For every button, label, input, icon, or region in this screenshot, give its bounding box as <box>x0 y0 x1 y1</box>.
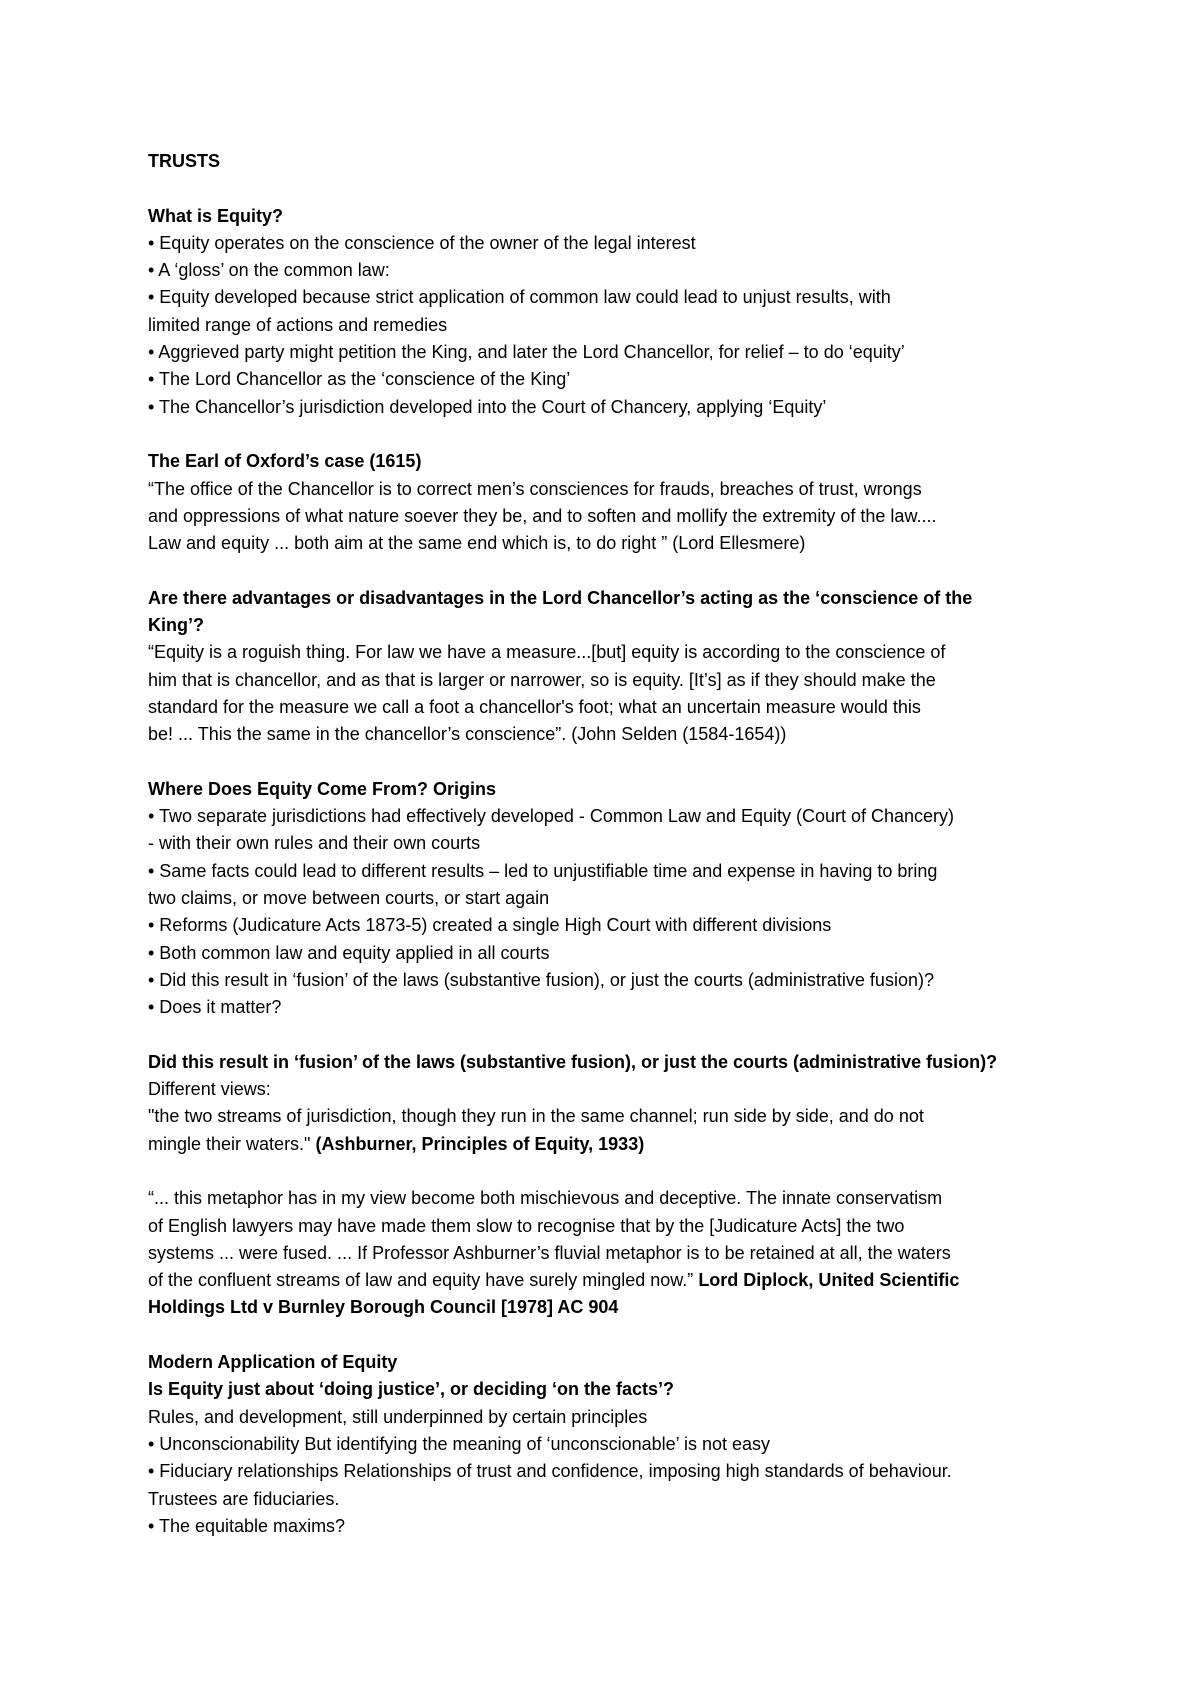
section-subheading: Is Equity just about ‘doing justice’, or deciding ‘on the facts’? <box>148 1379 675 1400</box>
section-earl-of-oxford <box>148 448 1078 557</box>
section-heading: Are there advantages or disadvantages in the Lord Chancellor’s acting as the ‘conscience of the <box>148 587 973 608</box>
citation: (Ashburner, Principles of Equity, 1933) <box>315 1133 645 1154</box>
quote-line: him that is chancellor, and as that is larger or narrower, so is equity. [It’s] as if they should make the <box>148 669 936 690</box>
quote-line: “Equity is a roguish thing. For law we have a measure...[but] equity is according to the conscience of <box>148 642 946 663</box>
bullet-line: • The Lord Chancellor as the ‘conscience of the King’ <box>148 369 571 390</box>
quote-line: be! ... This the same in the chancellor’s conscience”. (John Selden (1584-1654)) <box>148 724 787 745</box>
bullet-line: • Unconscionability But identifying the meaning of ‘unconscionable’ is not easy <box>148 1433 771 1454</box>
bullet-line: • The Chancellor’s jurisdiction developed into the Court of Chancery, applying ‘Equity’ <box>148 396 827 417</box>
section-heading: King’? <box>148 615 204 636</box>
quote-line: "the two streams of jurisdiction, though they run in the same channel; run side by side, and do not <box>148 1106 924 1127</box>
bullet-line: • Does it matter? <box>148 997 282 1018</box>
bullet-line: • Did this result in ‘fusion’ of the laws (substantive fusion), or just the courts (administrative fusion)? <box>148 969 934 990</box>
bullet-line: • The equitable maxims? <box>148 1515 346 1536</box>
section-heading: Did this result in ‘fusion’ of the laws (substantive fusion), or just the courts (administrative fusion)? <box>148 1051 998 1072</box>
section-what-is-equity <box>148 203 1078 421</box>
document-title: TRUSTS <box>148 151 220 171</box>
text-line: two claims, or move between courts, or start again <box>148 888 550 909</box>
quote-line: standard for the measure we call a foot a chancellor's foot; what an uncertain measure would this <box>148 696 921 717</box>
spacer <box>148 175 1078 202</box>
quote-line-mixed <box>148 1131 1078 1158</box>
text-line: Rules, and development, still underpinned by certain principles <box>148 1406 648 1427</box>
spacer <box>148 421 1078 448</box>
bullet-line: • Fiduciary relationships Relationships of trust and confidence, imposing high standards of behaviour. <box>148 1461 952 1482</box>
section-heading: The Earl of Oxford’s case (1615) <box>148 451 422 472</box>
section-origins <box>148 776 1078 1022</box>
section-advantages <box>148 585 1078 749</box>
quote-text: mingle their waters." <box>148 1133 316 1154</box>
text-line: Different views: <box>148 1079 271 1100</box>
section-heading: What is Equity? <box>148 205 283 226</box>
bullet-line: • Reforms (Judicature Acts 1873-5) created a single High Court with different divisions <box>148 915 832 936</box>
bullet-line: • Two separate jurisdictions had effectively developed - Common Law and Equity (Court of Chancery) <box>148 806 955 827</box>
quote-line: Law and equity ... both aim at the same end which is, to do right ” (Lord Ellesmere) <box>148 533 806 554</box>
text-line: Trustees are fiduciaries. <box>148 1488 340 1509</box>
section-modern-application <box>148 1349 1078 1540</box>
bullet-line: • Same facts could lead to different results – led to unjustifiable time and expense in having to bring <box>148 860 938 881</box>
spacer <box>148 1022 1078 1049</box>
bullet-line: • Aggrieved party might petition the King, and later the Lord Chancellor, for relief – to do ‘equity’ <box>148 342 905 363</box>
spacer <box>148 1158 1078 1185</box>
bullet-line: • Equity operates on the conscience of the owner of the legal interest <box>148 232 696 253</box>
section-heading: Where Does Equity Come From? Origins <box>148 778 497 799</box>
quote-line: and oppressions of what nature soever they be, and to soften and mollify the extremity of the law.... <box>148 505 937 526</box>
document-page <box>148 148 1078 1540</box>
quote-text: of the confluent streams of law and equity have surely mingled now.” <box>148 1270 699 1291</box>
text-line: - with their own rules and their own courts <box>148 833 481 854</box>
citation: Lord Diplock, United Scientific <box>698 1270 960 1291</box>
quote-line: “... this metaphor has in my view become both mischievous and deceptive. The innate conservatism <box>148 1188 943 1209</box>
citation: Holdings Ltd v Burnley Borough Council [1978] AC 904 <box>148 1297 619 1318</box>
quote-line: of English lawyers may have made them slow to recognise that by the [Judicature Acts] the two <box>148 1215 905 1236</box>
quote-line: systems ... were fused. ... If Professor Ashburner’s fluvial metaphor is to be retained at all, the waters <box>148 1242 951 1263</box>
bullet-line: • A ‘gloss’ on the common law: <box>148 260 390 281</box>
quote-line: “The office of the Chancellor is to correct men’s consciences for frauds, breaches of trust, wrongs <box>148 478 922 499</box>
bullet-line: • Both common law and equity applied in all courts <box>148 942 550 963</box>
spacer <box>148 749 1078 776</box>
spacer <box>148 1322 1078 1349</box>
quote-line-mixed <box>148 1267 1078 1294</box>
spacer <box>148 557 1078 584</box>
text-line: limited range of actions and remedies <box>148 314 448 335</box>
section-diplock-quote <box>148 1185 1078 1321</box>
bullet-line: • Equity developed because strict application of common law could lead to unjust results, with <box>148 287 891 308</box>
section-fusion <box>148 1049 1078 1158</box>
section-heading: Modern Application of Equity <box>148 1352 398 1373</box>
